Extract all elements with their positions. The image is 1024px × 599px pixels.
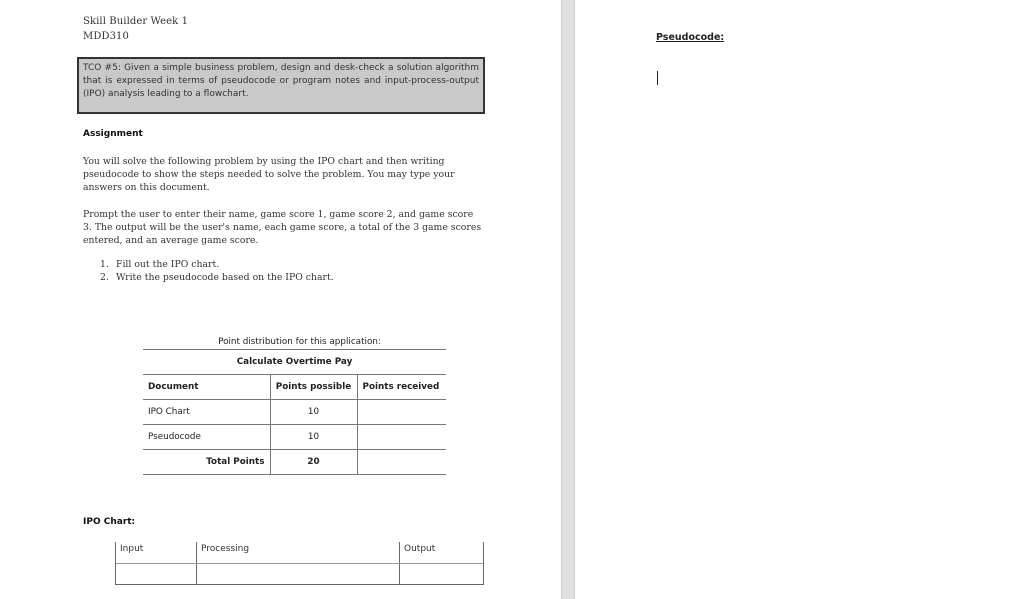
ipo-chart <box>115 542 484 585</box>
table-row <box>143 450 446 475</box>
instructions-paragraph: You will solve the following problem by using the IPO chart and then writing pseudocode to show the steps needed to solve the problem. You may type your answers on this document. <box>83 156 455 193</box>
course-title: Skill Builder Week 1 <box>83 16 189 27</box>
table-cell: 10 <box>270 425 357 450</box>
table-cell-editable[interactable] <box>357 450 446 475</box>
course-code: MDD310 <box>83 31 129 42</box>
column-header: Points possible <box>270 375 357 400</box>
document-page-right[interactable] <box>575 0 1024 599</box>
table-cell-editable[interactable] <box>357 400 446 425</box>
steps-list <box>100 258 334 284</box>
ipo-row-divider <box>116 563 483 564</box>
ipo-processing-label: Processing <box>201 544 250 554</box>
points-table-title: Calculate Overtime Pay <box>143 350 446 375</box>
step-number: 1. <box>100 259 109 270</box>
page-gutter <box>561 0 575 599</box>
step-number: 2. <box>100 272 109 283</box>
text-cursor <box>657 71 658 85</box>
ipo-heading: IPO Chart: <box>83 517 136 527</box>
list-item <box>100 258 334 271</box>
points-table <box>143 349 446 475</box>
problem-paragraph: Prompt the user to enter their name, game score 1, game score 2, and game score 3. The output will be the user's name, each game score, a total of the 3 game scores entered, and an average game score. <box>83 209 482 246</box>
table-row <box>143 425 446 450</box>
table-cell: Pseudocode <box>143 425 270 450</box>
points-caption: Point distribution for this application: <box>218 337 381 347</box>
list-item <box>100 271 334 284</box>
table-cell-editable[interactable] <box>357 425 446 450</box>
step-text: Write the pseudocode based on the IPO chart. <box>116 272 334 283</box>
assignment-heading: Assignment <box>83 129 143 139</box>
ipo-input-label: Input <box>120 544 144 554</box>
table-row <box>143 400 446 425</box>
table-row <box>143 350 446 375</box>
total-label: Total Points <box>143 450 270 475</box>
column-header: Points received <box>357 375 446 400</box>
table-header-row <box>143 375 446 400</box>
column-header: Document <box>143 375 270 400</box>
total-value: 20 <box>270 450 357 475</box>
pseudocode-heading: Pseudocode: <box>656 32 725 43</box>
points-distribution <box>143 336 446 475</box>
table-cell: 10 <box>270 400 357 425</box>
table-cell: IPO Chart <box>143 400 270 425</box>
tco-box: TCO #5: Given a simple business problem, design and desk-check a solution algorithm that is expressed in terms of pseudocode or program notes and input-process-output (IPO) analysis leading to a flowchart. <box>77 57 485 114</box>
ipo-output-label: Output <box>404 544 436 554</box>
step-text: Fill out the IPO chart. <box>116 259 220 270</box>
